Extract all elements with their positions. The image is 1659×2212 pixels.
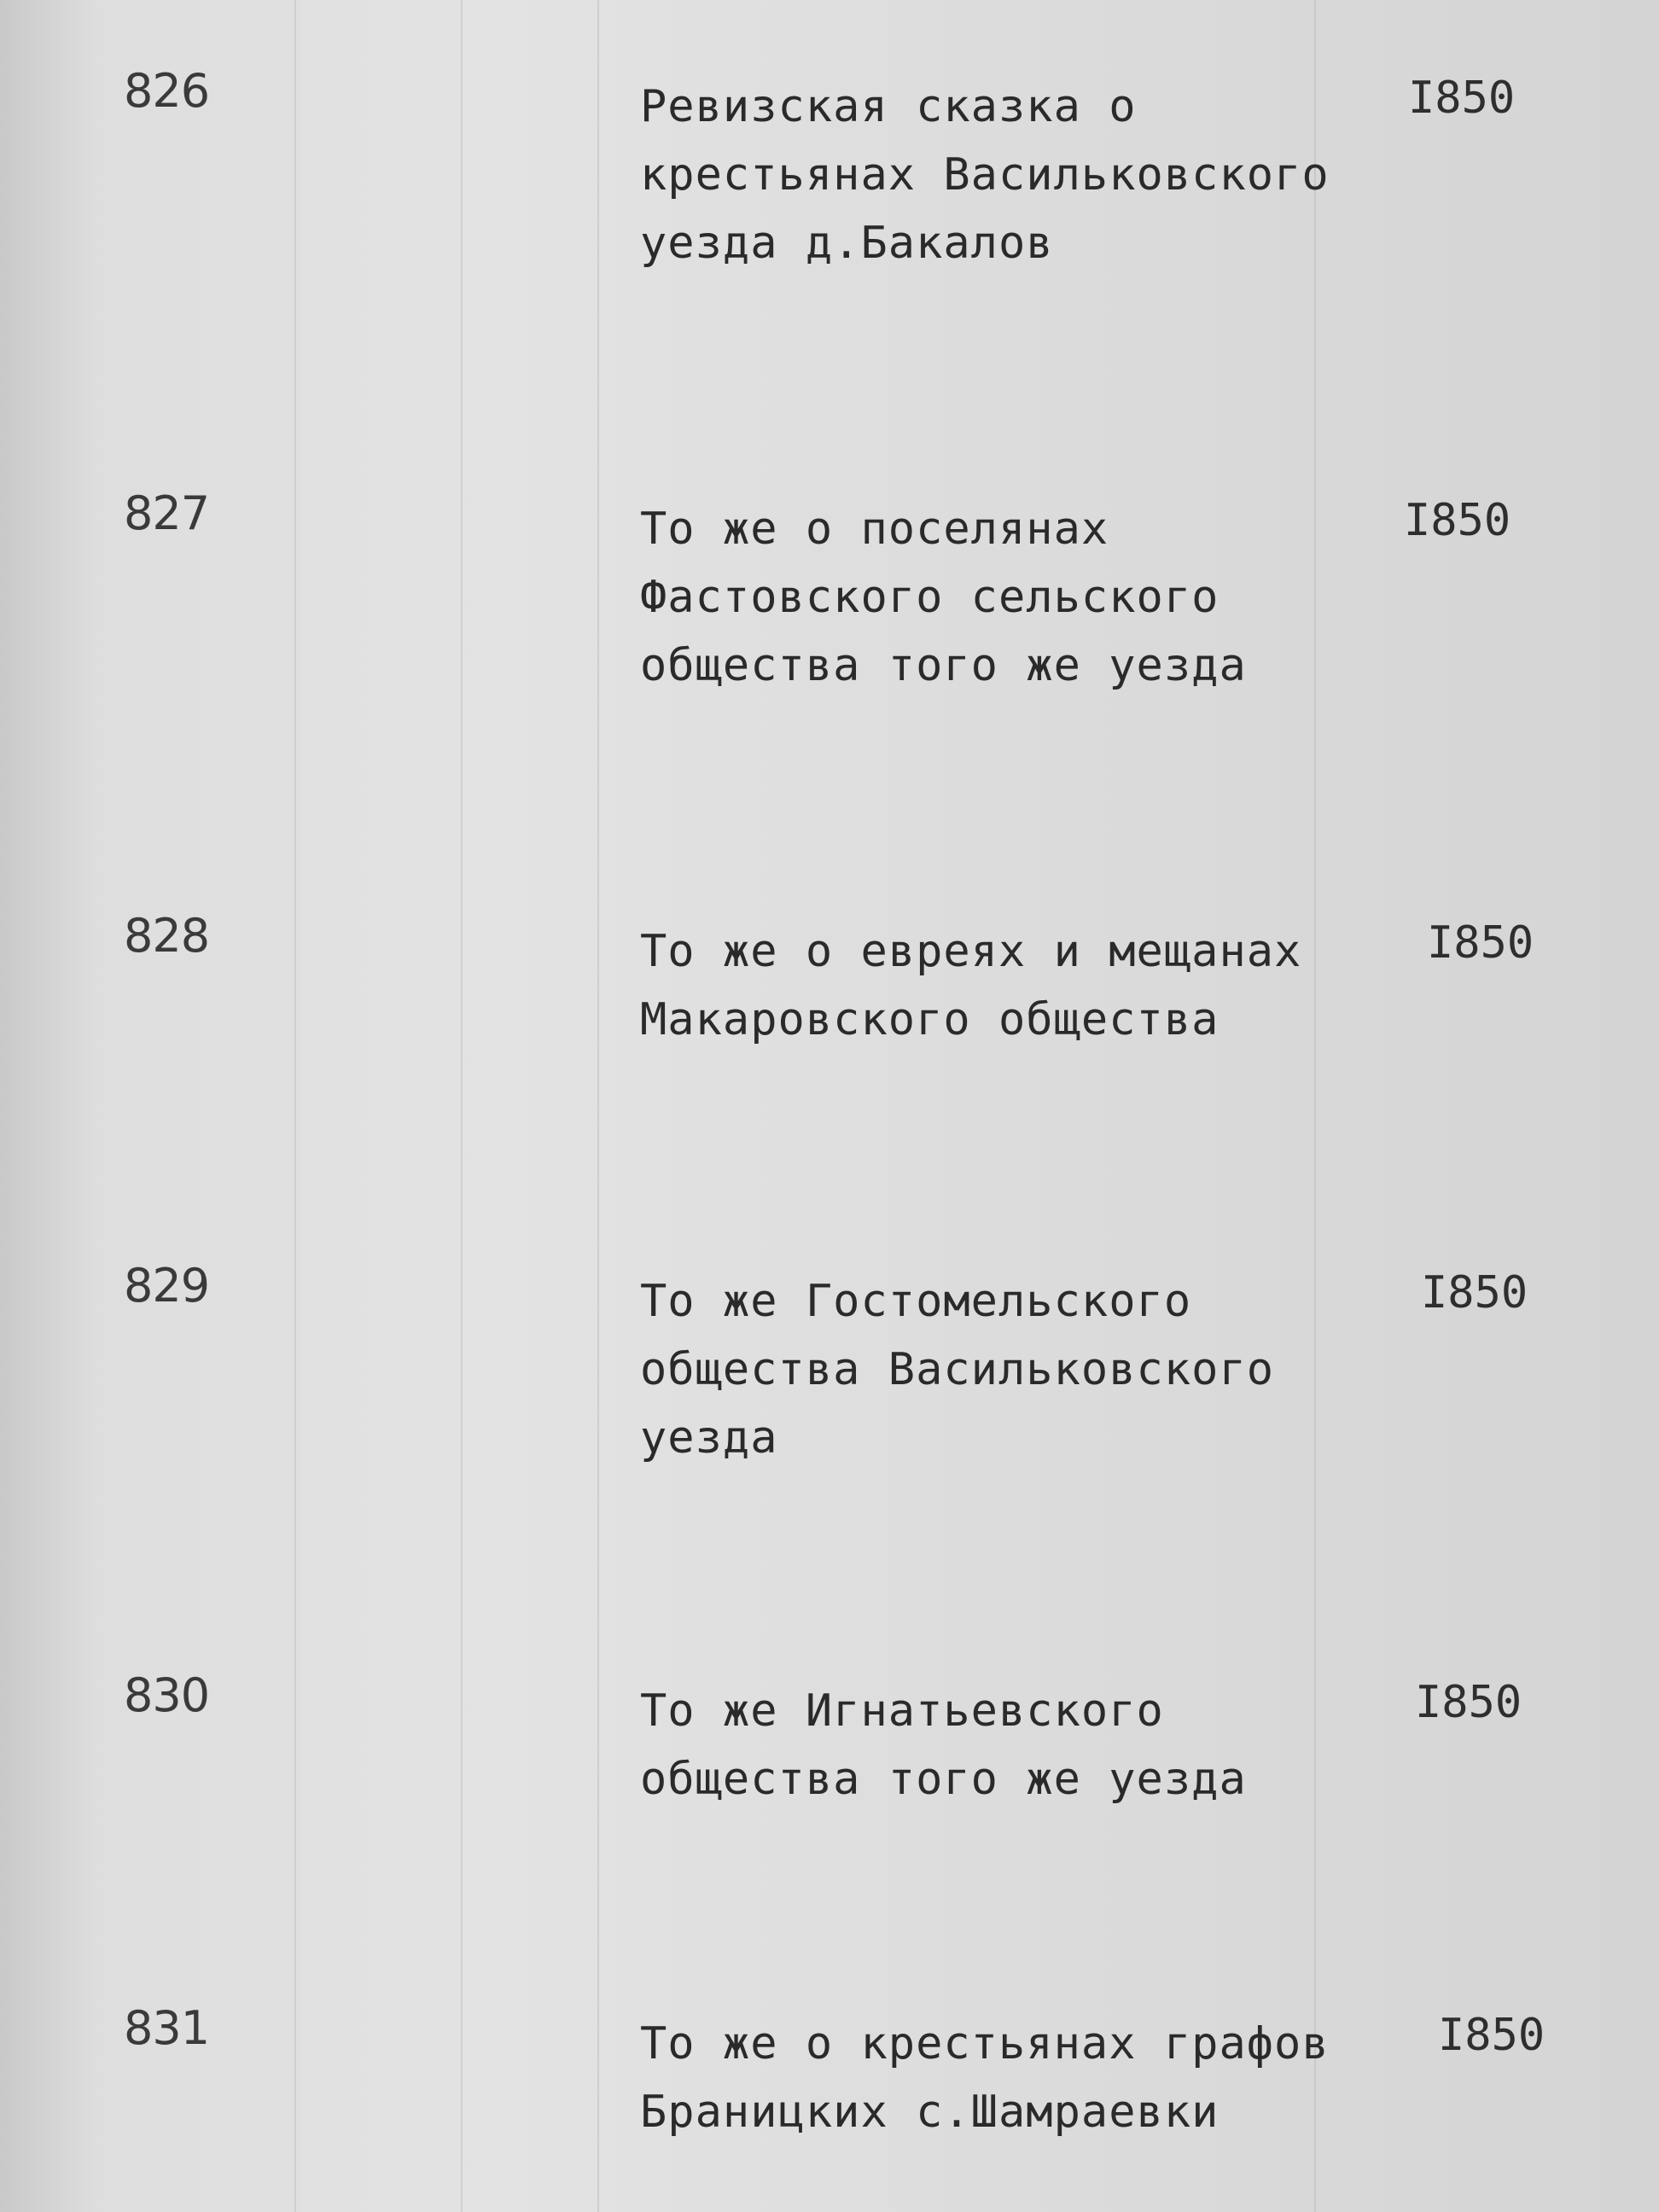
ruled-line (597, 0, 599, 2212)
entry-number: 829 (124, 1259, 210, 1313)
entry-description (640, 1267, 1374, 1472)
entry-description (640, 73, 1374, 277)
description-line: уезда д.Бакалов (640, 218, 1054, 269)
entry-number: 827 (124, 486, 210, 540)
description-line: уезда (640, 1412, 778, 1464)
entry-year: I850 (1421, 1267, 1528, 1318)
ruled-line (461, 0, 463, 2212)
entry-year: I850 (1438, 2010, 1545, 2061)
entry-year: I850 (1404, 495, 1511, 546)
ruled-line (1314, 0, 1316, 2212)
description-line: То же о крестьянах графов (640, 2018, 1330, 2069)
entry-year: I850 (1408, 73, 1516, 124)
entry-description (640, 495, 1374, 700)
entry-year: I850 (1415, 1677, 1522, 1728)
description-line: общества того же уезда (640, 1754, 1247, 1805)
entry-number: 831 (124, 2001, 210, 2055)
description-line: общества того же уезда (640, 640, 1247, 691)
description-line: То же о поселянах (640, 504, 1109, 555)
description-line: Макаровского общества (640, 994, 1220, 1045)
description-line: Ревизская сказка о (640, 81, 1137, 132)
description-line: крестьянах Васильковского (640, 149, 1330, 201)
description-line: То же Гостомельского (640, 1276, 1192, 1327)
entry-description (640, 917, 1374, 1054)
entry-number: 830 (124, 1668, 210, 1722)
description-line: общества Васильковского (640, 1344, 1275, 1395)
entry-number: 826 (124, 64, 210, 118)
description-line: То же Игнатьевского (640, 1685, 1164, 1737)
description-line: Фастовского сельского (640, 572, 1220, 623)
entry-description (640, 1677, 1374, 1813)
description-line: То же о евреях и мещанах (640, 926, 1302, 977)
ruled-line (294, 0, 296, 2212)
entry-number: 828 (124, 909, 210, 963)
description-line: Браницких с.Шамраевки (640, 2087, 1220, 2138)
entry-description (640, 2010, 1374, 2146)
entry-year: I850 (1427, 917, 1534, 969)
